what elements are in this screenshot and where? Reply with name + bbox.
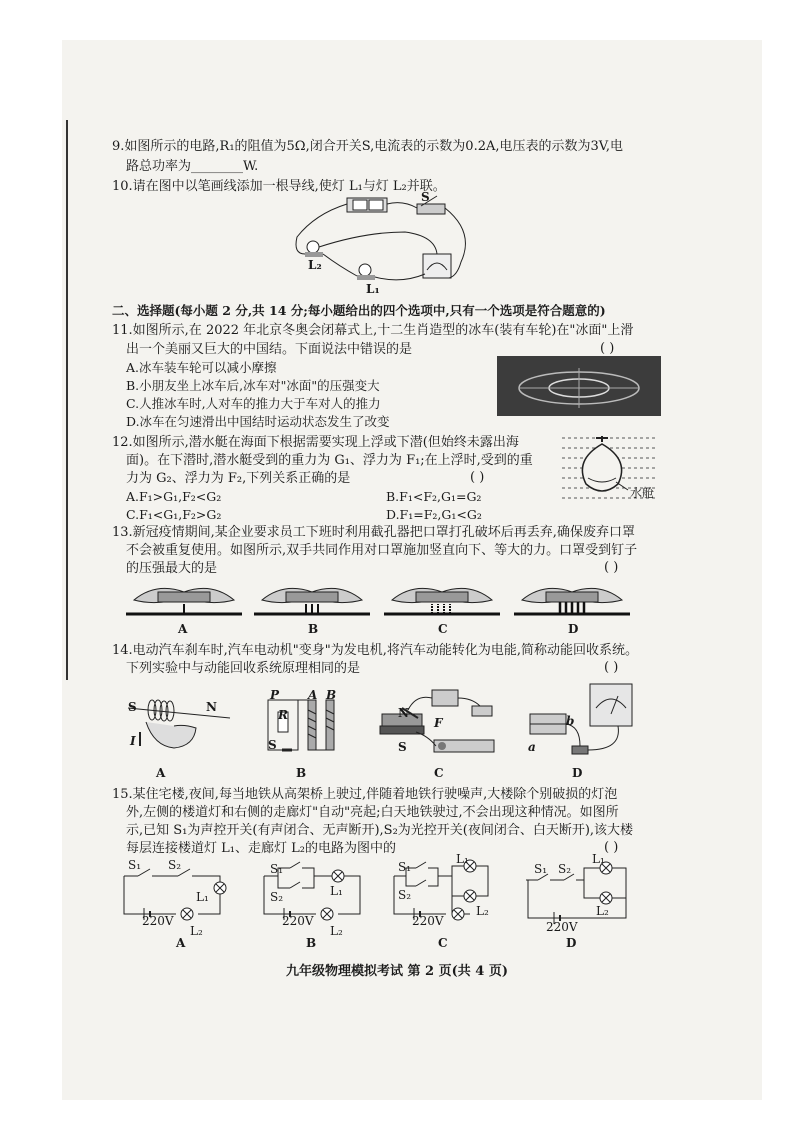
q13-line3: 的压强最大的是 — [126, 561, 218, 576]
q10-l1-label: L₁ — [366, 282, 380, 296]
q12-answer-paren: ( ) — [470, 470, 485, 485]
q15d-s2: S₂ — [558, 862, 572, 876]
q11-ice-car-photo — [497, 356, 661, 416]
q11-answer-paren: ( ) — [600, 341, 615, 356]
q12-line3: 力为 G₂、浮力为 F₂,下列关系正确的是 — [126, 471, 351, 486]
q13-line2: 不会被重复使用。如图所示,双手共同作用对口罩施加竖直向下、等大的力。口罩受到钉子 — [126, 543, 638, 558]
q15d-l1: L₁ — [592, 852, 605, 866]
q15a-s2: S₂ — [168, 858, 182, 872]
q14b-a-label: A — [308, 688, 318, 702]
q15-line4: 每层连接楼道灯 L₁、走廊灯 L₂的电路为图中的 — [126, 841, 396, 856]
q15c-s2: S₂ — [398, 888, 412, 902]
q14-line1: 14.电动汽车刹车时,汽车电动机"变身"为发电机,将汽车动能转化为电能,简称动能回收系统。 — [112, 643, 639, 658]
q15b-s1: S₁ — [270, 862, 284, 876]
q14-label-d: D — [572, 766, 583, 780]
q12-option-c: C.F₁<G₁,F₂>G₂ — [126, 507, 222, 522]
q11-option-b: B.小朋友坐上冰车后,冰车对"冰面"的压强变大 — [126, 378, 380, 393]
q10-text: 10.请在图中以笔画线添加一根导线,使灯 L₁与灯 L₂并联。 — [112, 179, 446, 194]
q13-label-a: A — [178, 622, 188, 636]
q10-l2-label: L₂ — [308, 258, 322, 272]
q10-switch-label: S — [421, 190, 430, 204]
q15d-s1: S₁ — [534, 862, 548, 876]
q15-line2: 外,左侧的楼道灯和右侧的走廊灯"自动"亮起;白天地铁驶过,不会出现这种情况。如图所 — [126, 805, 619, 820]
q12-line1: 12.如图所示,潜水艇在海面下根据需要实现上浮或下潜(但始终未露出海 — [112, 435, 519, 450]
q14c-f-label: F — [434, 716, 443, 730]
q14-line2: 下列实验中与动能回收系统原理相同的是 — [126, 661, 361, 676]
q15d-l2: L₂ — [596, 904, 609, 918]
q15c-voltage: 220V — [412, 914, 444, 928]
q13-line1: 13.新冠疫情期间,某企业要求员工下班时利用截孔器把口罩打孔破坏后再丢弃,确保废弃口罩 — [112, 525, 635, 540]
binding-margin-line — [66, 120, 68, 680]
section-2-heading: 二、选择题(每小题 2 分,共 14 分;每小题给出的四个选项中,只有一个选项是符合题意的) — [112, 303, 606, 318]
q15-label-a: A — [176, 936, 186, 950]
q13-label-c: C — [438, 622, 448, 636]
q14c-n-label: N — [398, 706, 409, 720]
q15b-l1: L₁ — [330, 884, 343, 898]
q13-figure-c — [384, 578, 500, 620]
q15c-l2: L₂ — [476, 904, 489, 918]
q14b-p-label: P — [270, 688, 280, 702]
q14b-b-label: B — [326, 688, 337, 702]
q12-tank-label: 水舱 — [630, 486, 655, 500]
q9-line1: 9.如图所示的电路,R₁的阻值为5Ω,闭合开关S,电流表的示数为0.2A,电压表的示数为3V,电 — [112, 139, 624, 154]
q10-circuit-figure — [285, 192, 485, 302]
q15c-l1: L₁ — [456, 852, 469, 866]
q14-figure-d — [522, 680, 646, 764]
q15b-s2: S₂ — [270, 890, 284, 904]
q15c-s1: S₁ — [398, 860, 412, 874]
q14d-a-label: a — [528, 740, 536, 754]
q14-label-a: A — [156, 766, 166, 780]
q14-label-c: C — [434, 766, 444, 780]
q11-option-c: C.人推冰车时,人对车的推力大于车对人的推力 — [126, 396, 381, 411]
q15a-l1: L₁ — [196, 890, 209, 904]
q11-line1: 11.如图所示,在 2022 年北京冬奥会闭幕式上,十二生肖造型的冰车(装有车轮)在"冰面"上滑 — [112, 323, 634, 338]
q13-answer-paren: ( ) — [604, 560, 619, 575]
q11-option-d: D.冰车在匀速滑出中国结时运动状态发生了改变 — [126, 414, 390, 429]
q14-label-b: B — [296, 766, 307, 780]
q11-line2: 出一个美丽又巨大的中国结。下面说法中错误的是 — [126, 342, 413, 357]
q15-label-c: C — [438, 936, 448, 950]
q13-figure-a — [126, 578, 242, 620]
q13-figure-d — [514, 578, 630, 620]
q15b-l2: L₂ — [330, 924, 343, 938]
q14a-n-label: N — [206, 700, 217, 714]
q14a-i-label: I — [130, 734, 136, 748]
q12-option-a: A.F₁>G₁,F₂<G₂ — [126, 489, 222, 504]
q15a-s1: S₁ — [128, 858, 142, 872]
q15-label-b: B — [306, 936, 317, 950]
q13-label-b: B — [308, 622, 319, 636]
q15d-voltage: 220V — [546, 920, 578, 934]
q15-line3: 示,已知 S₁为声控开关(有声闭合、无声断开),S₂为光控开关(夜间闭合、白天断开),该大楼 — [126, 823, 634, 838]
q14c-s-label: S — [398, 740, 407, 754]
q14-answer-paren: ( ) — [604, 660, 619, 675]
q9-line2: 路总功率为________W. — [126, 159, 259, 174]
q12-line2: 面)。在下潜时,潜水艇受到的重力为 G₁、浮力为 F₁;在上浮时,受到的重 — [126, 453, 533, 468]
q15a-l2: L₂ — [190, 924, 203, 938]
q15-label-d: D — [566, 936, 577, 950]
q12-option-d: D.F₁=F₂,G₁<G₂ — [386, 507, 482, 522]
q15-answer-paren: ( ) — [604, 840, 619, 855]
q14a-s-label: S — [128, 700, 137, 714]
page-footer: 九年级物理模拟考试 第 2 页(共 4 页) — [285, 964, 509, 979]
q14b-r-label: R — [278, 708, 288, 722]
q12-option-b: B.F₁<F₂,G₁=G₂ — [386, 489, 482, 504]
q13-label-d: D — [568, 622, 579, 636]
q15-line1: 15.某住宅楼,夜间,每当地铁从高架桥上驶过,伴随着地铁行驶噪声,大楼除个别破损的灯泡 — [112, 787, 618, 802]
q13-figure-b — [254, 578, 370, 620]
q15a-voltage: 220V — [142, 914, 174, 928]
q14b-s-label: S — [268, 738, 277, 752]
q15b-voltage: 220V — [282, 914, 314, 928]
q15-circuit-a — [116, 864, 232, 924]
q14-figure-a — [124, 688, 234, 760]
q11-option-a: A.冰车装车轮可以减小摩擦 — [126, 360, 277, 375]
q14d-b-label: b — [566, 714, 575, 728]
